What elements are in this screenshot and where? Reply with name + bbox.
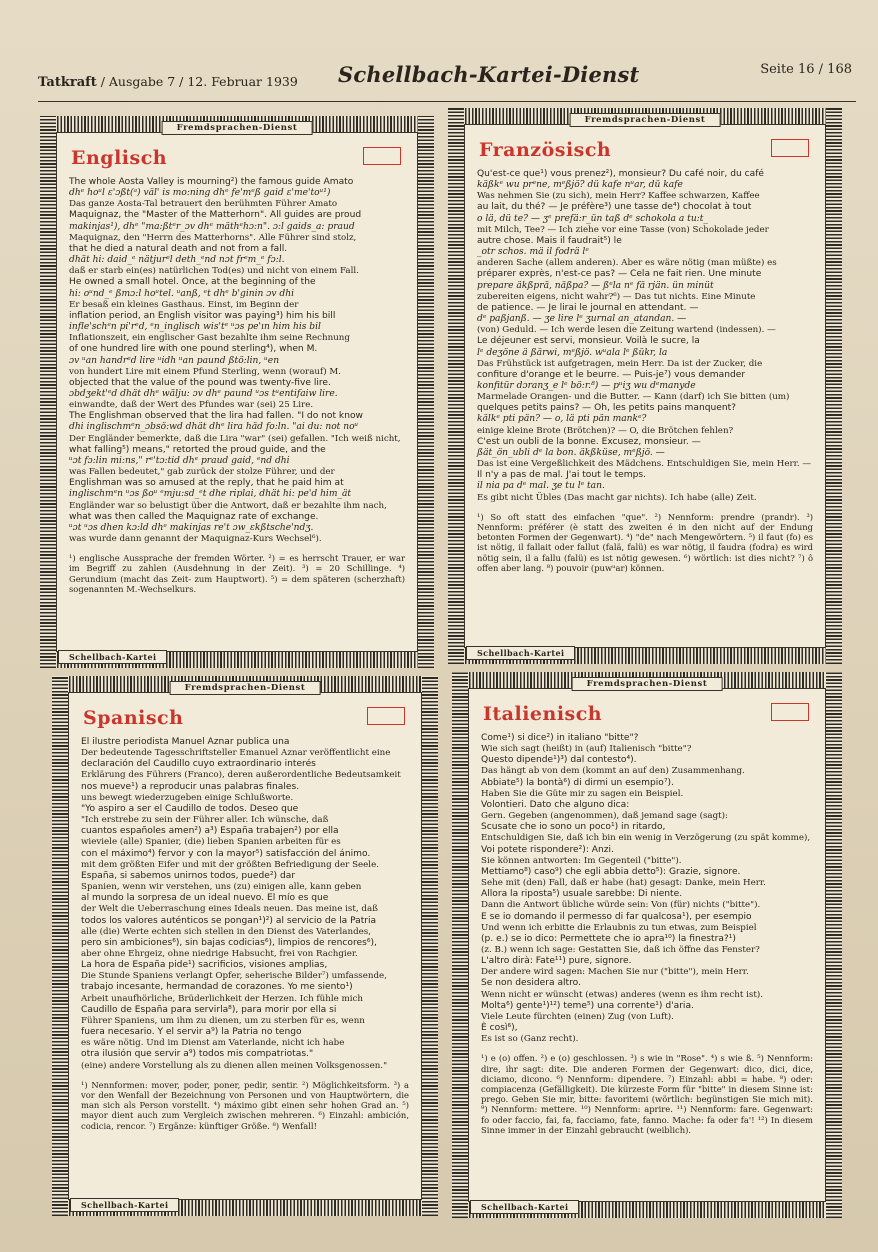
foreign-text-line: Le déjeuner est servi, monsieur. Voilà le sucre, la <box>477 336 700 347</box>
card-inner <box>68 692 422 1200</box>
foreign-text-line: nos mueve¹) a reproducir unas palabras finales. <box>81 781 300 792</box>
foreign-text-line: Caudillo de España para servirla⁸), para morir por ella si <box>81 1004 337 1015</box>
pronunciation-line: il nia pa dᵉ mal. ʒe tu lᵉ tan. <box>477 481 605 492</box>
foreign-text-line: declaración del Caudillo cuyo extraordinario interés <box>81 759 316 770</box>
foreign-text-line: of one hundred lire with one pound sterling⁴), when M. <box>69 344 318 355</box>
foreign-text-line: E se io domando il permesso di far qualcosa¹), per esempio <box>481 911 752 922</box>
translation-line: der Welt die Ueberraschung eines Ideals neuen. Das meine ist, daß <box>81 904 378 915</box>
foreign-text-line: au lait, du thé? — Je préfère³) une tasse de⁴) chocolat à tout <box>477 202 752 213</box>
foreign-text-line: inflation period, an English visitor was paying³) him his bill <box>69 310 336 321</box>
pronunciation-line: _otr schos. mä il fodrä lᵉ <box>477 247 589 258</box>
foreign-text-line: (p. e.) se io dico: Permettete che io apra¹⁰) la finestra?¹) <box>481 933 736 944</box>
translation-line: (eine) andere Vorstellung als zu dienen allen meinen Volksgenossen." <box>81 1060 388 1071</box>
card-tab-bottom: Schellbach-Kartei <box>470 1200 579 1214</box>
translation-line: Es ist so (Ganz recht). <box>481 1034 579 1045</box>
card-border <box>452 672 468 1218</box>
translation-line: Haben Sie die Güte mir zu sagen ein Beispiel. <box>481 788 684 799</box>
foreign-text-line: È così⁶), <box>481 1023 518 1034</box>
translation-line: Dann die Antwort übliche würde sein: Von (für) nichts ("bitte"). <box>481 900 761 911</box>
pronunciation-line: käßkᵉ wu prᵉne, mᵉßjö? dü kafe nᵘar, dü kafe <box>477 180 683 191</box>
translation-line: Maquignaz, den "Herrn des Matterhorns". Alle Führer sind stolz, <box>69 232 357 243</box>
pronunciation-line: prepare äkßprä, näßpa? — ßᵉla nᵉ fä rjän. ün minüt <box>477 280 714 291</box>
card-spanisch <box>52 676 438 1216</box>
translation-line: Entschuldigen Sie, daß ich bin ein wenig in Verzögerung (zu spät komme), <box>481 833 811 844</box>
red-box-icon <box>367 707 405 725</box>
card-franzoesisch <box>448 108 842 664</box>
translation-line: wieviele (alle) Spanier, (die) lieben Spanien arbeiten für es <box>81 837 341 848</box>
card-border <box>826 108 842 664</box>
pronunciation-line: dhi inglischmᵉn_ɔbsö:wd dhät dhᵉ lira häd fo:ln. "ai du: not noᵘ <box>69 422 359 433</box>
masthead-title: Schellbach-Kartei-Dienst <box>338 62 640 87</box>
foreign-text-line: fuera necesario. Y el servir a⁹) la Patria no tengo <box>81 1027 302 1038</box>
card-englisch <box>40 116 434 668</box>
pronunciation-line: dᵉ paßjanß. — ʒe lire lᵉ ʒurnal an_atandan. — <box>477 314 687 325</box>
foreign-text-line: con el máximo⁴) fervor y con la mayor⁵) satisfacción del ánimo. <box>81 848 371 859</box>
translation-line: zubereiten eigens, nicht wahr?⁶) — Das tut nichts. Eine Minute <box>477 291 756 302</box>
translation-line: uns bewegt wiederzugeben einige Schlußworte. <box>81 792 294 803</box>
translation-line: Führer Spaniens, um ihm zu dienen, um zu sterben für es, wenn <box>81 1015 365 1026</box>
card-border <box>52 676 68 1216</box>
translation-line: Er besaß ein kleines Gasthaus. Einst, im Beginn der <box>69 299 299 310</box>
translation-line: von hundert Lire mit einem Pfund Sterling, wenn (worauf) M. <box>69 366 341 377</box>
translation-line: Das ganze Aosta-Tal betrauert den berühmten Führer Amato <box>69 199 338 210</box>
translation-line: "Ich erstrebe zu sein der Führer aller. Ich wünsche, daß <box>81 815 329 826</box>
translation-line: daß er starb ein(es) natürlichen Tod(es) und nicht von einem Fall. <box>69 266 359 277</box>
translation-line: Engländer war so belustigt über die Antwort, daß er bezahlte ihm nach, <box>69 500 387 511</box>
translation-line: Der bedeutende Tagesschriftsteller Emanuel Aznar veröffentlicht eine <box>81 748 391 759</box>
translation-line: Was nehmen Sie (zu sich), mein Herr? Kaffee schwarzen, Kaffee <box>477 191 760 202</box>
foreign-text-line: autre chose. Mais il faudrait⁵) le <box>477 235 622 246</box>
card-italienisch <box>452 672 842 1218</box>
translation-line: einwandte, daß der Wert des Pfundes war (sei) 25 Lire. <box>69 400 314 411</box>
translation-line: Das ist eine Vergeßlichkeit des Mädchens. Entschuldigen Sie, mein Herr. — <box>477 459 812 470</box>
translation-line: Die Stunde Spaniens verlangt Opfer, seherische Bilder⁷) umfassende, <box>81 971 387 982</box>
foreign-text-line: Abbiate⁵) la bontà⁶) di dirmi un esempio⁷). <box>481 777 674 788</box>
translation-line: mit dem größten Eifer und mit der größten Befriedigung der Seele. <box>81 859 379 870</box>
foreign-text-line: El ilustre periodista Manuel Aznar publica una <box>81 737 290 747</box>
card-inner <box>464 124 826 648</box>
foreign-text-line: préparer exprès, n'est-ce pas? — Cela ne fait rien. Une minute <box>477 269 762 280</box>
text-lines <box>69 177 405 545</box>
card-inner <box>56 132 418 652</box>
card-heading: Italienisch <box>483 703 603 725</box>
foreign-text-line: pero sin ambiciones⁶), sin bajas codicias⁶), limpios de rencores⁶), <box>81 937 377 948</box>
foreign-text-line: La hora de España pide¹) sacrificios, visiones amplias, <box>81 960 328 971</box>
pronunciation-line: kälkᵉ pti pän? — o, lä pti pän mankᵉ? <box>477 414 647 425</box>
card-footnotes: ¹) Nennformen: mover, poder, poner, pedir, sentir. ²) Möglichkeitsform. ³) a vor den Wenfall der Bezeichnung von Personen und von Hauptwörtern, die man sich als Person vorstellt. ⁴) máximo gibt einen sehr hohen Grad an. ⁵) mayor dient auch zum Vergleich zwischen mehreren. ⁶) Einzahl: ambición, codicia, rencor. ⁷) Ergänze: künftiger Größe. ⁸) Wenfall! <box>81 1079 409 1131</box>
card-tab-bottom: Schellbach-Kartei <box>466 646 575 660</box>
card-border <box>422 676 438 1216</box>
card-heading: Spanisch <box>83 707 184 729</box>
foreign-text-line: España, si sabemos unirnos todos, puede²) dar <box>81 870 296 881</box>
card-tab-top: Fremdsprachen-Dienst <box>570 113 721 127</box>
foreign-text-line: The Englishman observed that the lira had fallen. "I do not know <box>69 411 363 422</box>
card-border <box>40 116 56 668</box>
pronunciation-line: o lä, dü te? — ʒᵉ prefä:r_ün taß dᵉ schokola a tu:t_ <box>477 213 708 224</box>
foreign-text-line: that he died a natural death and not from a fall. <box>69 243 288 254</box>
foreign-text-line: Come¹) si dice²) in italiano "bitte"? <box>481 733 639 743</box>
card-body <box>477 169 813 573</box>
translation-line: alle (die) Werte echten sich stellen in den Dienst des Vaterlandes, <box>81 926 371 937</box>
foreign-text-line: todos los valores auténticos se pongan¹)²) al servicio de la Patria <box>81 915 377 926</box>
masthead <box>38 58 856 102</box>
translation-line: Marmelade Orangen- und die Butter. — Kann (darf) ich Sie bitten (um) <box>477 392 790 403</box>
foreign-text-line: Volontieri. Dato che alguno dica: <box>481 799 630 810</box>
translation-line: (von) Geduld. — Ich werde lesen die Zeitung wartend (indessen). — <box>477 325 776 336</box>
translation-line: Wie sich sagt (heißt) in (auf) Italienisch "bitte"? <box>481 744 692 755</box>
card-tab-top: Fremdsprachen-Dienst <box>572 677 723 691</box>
translation-line: Der Engländer bemerkte, daß die Lira "war" (sei) gefallen. "Ich weiß nicht, <box>69 433 401 444</box>
translation-line: Spanien, wenn wir verstehen, uns (zu) einigen alle, kann geben <box>81 882 362 893</box>
foreign-text-line: otra ilusión que servir a⁹) todos mis compatriotas." <box>81 1049 314 1060</box>
card-footnotes: ¹) So oft statt des einfachen "que". ²) Nennform: prendre (prandr). ³) Nennform: préférer (è statt des zweiten é in den nicht auf der Endung betonten Formen der Gegenwart). ⁴) "de" nach Mengewörtern. ⁵) il faut (fo) es ist nötig, il fallait oder fallut (falä, falü) es war nötig, il faudra (fodra) es wird nötig sein, il a fallu (falü) es ist nötig gewesen. ⁶) wörtlich: ist dies nicht? ⁷) ô offen aber lang. ⁸) pouvoir (puwᵘar) können. <box>477 511 813 573</box>
translation-line: aber ohne Ehrgeiz, ohne niedrige Habsucht, frei von Rachgier. <box>81 948 358 959</box>
foreign-text-line: Scusate che io sono un poco¹) in ritardo, <box>481 822 666 833</box>
card-tab-bottom: Schellbach-Kartei <box>70 1198 179 1212</box>
translation-line: was wurde dann genannt der Maquignaz-Kurs Wechsel⁶). <box>69 534 322 544</box>
foreign-text-line: quelques petits pains? — Oh, les petits pains manquent? <box>477 403 736 414</box>
translation-line: Der andere wird sagen: Machen Sie nur ("bitte"), mein Herr. <box>481 967 749 978</box>
translation-line: Sehe mit (den) Fall, daß er habe (hat) gesagt: Danke, mein Herr. <box>481 878 766 889</box>
foreign-text-line: L'altro dirà: Fate¹¹) pure, signore. <box>481 956 632 967</box>
foreign-text-line: The whole Aosta Valley is mourning²) the famous guide Amato <box>69 177 354 187</box>
translation-line: es wäre nötig. Und im Dienst am Vaterlande, nicht ich habe <box>81 1038 345 1049</box>
foreign-text-line: Questo dipende¹)³) dal contesto⁴). <box>481 755 637 766</box>
foreign-text-line: Se non desidera altro. <box>481 978 581 989</box>
pronunciation-line: ɔv ᵘan handrᵉd lire ᵘidh ᵘan paund ßtö:lin, ᵘen <box>69 355 280 366</box>
foreign-text-line: what falling⁵) means," retorted the proud guide, and the <box>69 444 326 455</box>
translation-line: Gern. Gegeben (angenommen), daß jemand sage (sagt): <box>481 811 728 822</box>
translation-line: einige kleine Brote (Brötchen)? — O, die Brötchen fehlen? <box>477 425 734 436</box>
foreign-text-line: Il n'y a pas de mal. J'ai tout le temps. <box>477 470 647 481</box>
text-lines <box>477 169 813 504</box>
translation-line: anderen Sache (allem anderen). Aber es wäre nötig (man müßte) es <box>477 258 777 269</box>
card-border <box>418 116 434 668</box>
foreign-text-line: objected that the value of the pound was twenty-five lire. <box>69 377 331 388</box>
foreign-text-line: Qu'est-ce que¹) vous prenez²), monsieur? Du café noir, du café <box>477 169 764 179</box>
card-body <box>81 737 409 1131</box>
translation-line: Inflationszeit, ein englischer Gast bezahlte ihm seine Rechnung <box>69 333 350 344</box>
foreign-text-line: "Yo aspiro a ser el Caudillo de todos. Deseo que <box>81 803 299 814</box>
pronunciation-line: infle'schᵉn pi'rᵉd, ᵉn_inglisch wis'tᵉ ᵘɔs pe'ın him his bil <box>69 322 321 333</box>
pronunciation-line: inglischmᵉn ᵘɔs ßoᵘ ᵉmju:sd_ᵉt dhe riplai, dhät hi: pe'd him_ät <box>69 489 352 500</box>
foreign-text-line: trabajo incesante, hermandad de corazones. Yo me siento¹) <box>81 982 353 993</box>
text-lines <box>481 733 813 1045</box>
foreign-text-line: Allora la riposta⁵) usuale sarebbe: Di niente. <box>481 889 683 900</box>
foreign-text-line: de patience. — Je lirai le journal en attendant. — <box>477 302 699 313</box>
masthead-publication: Tatkraft <box>38 75 97 90</box>
foreign-text-line: cuantos españoles amen²) a³) España trabajen²) por ella <box>81 826 339 837</box>
card-border <box>448 108 464 664</box>
red-box-icon <box>363 147 401 165</box>
card-border <box>826 672 842 1218</box>
masthead-issue-date: / Ausgabe 7 / 12. Februar 1939 <box>96 74 298 89</box>
card-tab-bottom: Schellbach-Kartei <box>58 650 167 664</box>
card-tab-top: Fremdsprachen-Dienst <box>170 681 321 695</box>
foreign-text-line: Mettiamo⁸) caso⁹) che egli abbia detto⁵): Grazie, signore. <box>481 866 741 877</box>
pronunciation-line: lᵉ deʒöne ä ßärwi, mᵉßjö. wᵘala lᵉ ßükr, la <box>477 347 668 358</box>
card-heading: Englisch <box>71 147 168 169</box>
translation-line: Das hängt ab von dem (kommt an auf den) Zusammenhang. <box>481 766 745 777</box>
pronunciation-line: konfitür dɔranʒ_e lᵉ bö:r.⁸) — pᵘiʒ wu dᵉmanyde <box>477 380 696 391</box>
pronunciation-line: makinjas¹), dhᵉ "ma:ßtᵉr_ɔv dhᵉ mäthᵉhɔ:n". ɔ:l gaids_a: praud <box>69 221 355 232</box>
masthead-issue <box>38 74 298 90</box>
foreign-text-line: Maquignaz, the "Master of the Matterhorn". All guides are proud <box>69 210 362 221</box>
foreign-text-line: al mundo la sorpresa de un ideal nuevo. El mío es que <box>81 893 329 904</box>
translation-line: (z. B.) wenn ich sage: Gestatten Sie, daß ich öffne das Fenster? <box>481 944 760 955</box>
translation-line: was Fallen bedeutet," gab zurück der stolze Führer, und der <box>69 467 335 478</box>
translation-line: mit Milch, Tee? — Ich ziehe vor eine Tasse (von) Schokolade jeder <box>477 224 769 235</box>
pronunciation-line: ɔbdʒekt'ᵉd dhät dhᵉ wälju: ɔv dhᵉ paund ᵘɔs tᵘentifaiw lire. <box>69 388 338 399</box>
foreign-text-line: Molta⁶) gente¹)¹²) teme⁵) una corrente¹) d'aria. <box>481 1000 694 1011</box>
foreign-text-line: C'est un oubli de la bonne. Excusez, monsieur. — <box>477 436 701 447</box>
card-heading: Französisch <box>479 139 612 161</box>
pronunciation-line: hi: oᵘnd_ᵉ ßmɔ:l hoᵘtel. ᵘanß, ᵉt dhᵉ b'ginin ɔv dhi <box>69 288 294 299</box>
foreign-text-line: Voi potete rispondere²): Anzi. <box>481 844 614 855</box>
pronunciation-line: ᵘɔt fɔ:lin mi:ns," rᵉ'tɔ:tid dhᵉ praud gaid, ᵉnd dhi <box>69 455 290 466</box>
pronunciation-line: dhᵉ hoᵘl ɛ'ɔßt(ᵃ) väl' is mo:ning dhᵉ fe'mᵉß gaid ɛ'me'toᵘ¹) <box>69 188 331 199</box>
translation-line: Viele Leute fürchten (einen) Zug (von Luft). <box>481 1011 674 1022</box>
translation-line: Erklärung des Führers (Franco), deren außerordentliche Bedeutsamkeit <box>81 770 401 781</box>
translation-line: Das Frühstück ist aufgetragen, mein Herr. Da ist der Zucker, die <box>477 358 763 369</box>
card-inner <box>468 688 826 1202</box>
translation-line: Und wenn ich erbitte die Erlaubnis zu tun etwas, zum Beispiel <box>481 922 757 933</box>
foreign-text-line: Englishman was so amused at the reply, that he paid him at <box>69 478 344 489</box>
card-footnotes: ¹) e (o) offen. ²) e (o) geschlossen. ³) s wie in "Rose". ⁴) s wie ß. ⁵) Nennform: dire, ihr sagt: dite. Die anderen Formen der Gegenwart: dico, dici, dice, diciamo, dicono. ⁶) Nennform: dipendere. ⁷) Einzahl: abbi = habe. ⁸) oder: compiacenza (Gefälligkeit). Die kürzeste Form für "bitte" in diesem Sinne ist: prego. Geben Sie mir, bitte: favoritemi (wörtlich: begünstigen Sie mich mit). ⁹) Nennform: mettere. ¹⁰) Nennform: aprire. ¹¹) Nennform: fare. Gegenwart: fo oder faccio, fai, fa, facciamo, fate, fanno. Mache: fa oder fa'! ¹²) In diesem Sinne immer in der Einzahl gebraucht (weiblich). <box>481 1053 813 1135</box>
card-body <box>481 733 813 1135</box>
pronunciation-line: ᵘɔt ᵘɔs dhen kɔ:ld dhᵉ makinjas re't ɔw_ɛkßtsche'ndʒ. <box>69 522 314 533</box>
text-lines <box>81 737 409 1072</box>
translation-line: Sie können antworten: Im Gegenteil ("bitte"). <box>481 855 682 866</box>
foreign-text-line: confiture d'orange et le beurre. — Puis-je⁷) vous demander <box>477 369 746 380</box>
pronunciation-line: ßät_ön_ubli dᵉ la bon. äkßküse, mᵉßjö. — <box>477 447 665 458</box>
translation-line: Arbeit unaufhörliche, Brüderlichkeit der Herzen. Ich fühle mich <box>81 993 363 1004</box>
card-body <box>69 177 405 594</box>
red-box-icon <box>771 703 809 721</box>
card-footnotes: ¹) englische Aussprache der fremden Wörter. ²) = es herrscht Trauer, er war im Begriff zu zahlen (Ausdehnung in der Zeit). ³) = 20 Schillinge. ⁴) Gerundium (macht das Zeit- zum Hauptwort). ⁵) = dem späteren (scherzhaft) sogenannten M.-Wechselkurs. <box>69 553 405 594</box>
red-box-icon <box>771 139 809 157</box>
masthead-page-number: Seite 16 / 168 <box>760 62 852 77</box>
translation-line: Wenn nicht er wünscht (etwas) anderes (wenn es ihm recht ist). <box>481 989 764 1000</box>
card-tab-top: Fremdsprachen-Dienst <box>162 121 313 135</box>
translation-line: Es gibt nicht Übles (Das macht gar nichts). Ich habe (alle) Zeit. <box>477 492 757 503</box>
foreign-text-line: He owned a small hotel. Once, at the beginning of the <box>69 277 316 288</box>
foreign-text-line: what was then called the Maquignaz rate of exchange. <box>69 511 319 522</box>
pronunciation-line: dhät hi: daid_ᵉ nätjurᵉl deth_ᵉnd nɔt frᵉm_ᵉ fɔ:l. <box>69 255 285 266</box>
